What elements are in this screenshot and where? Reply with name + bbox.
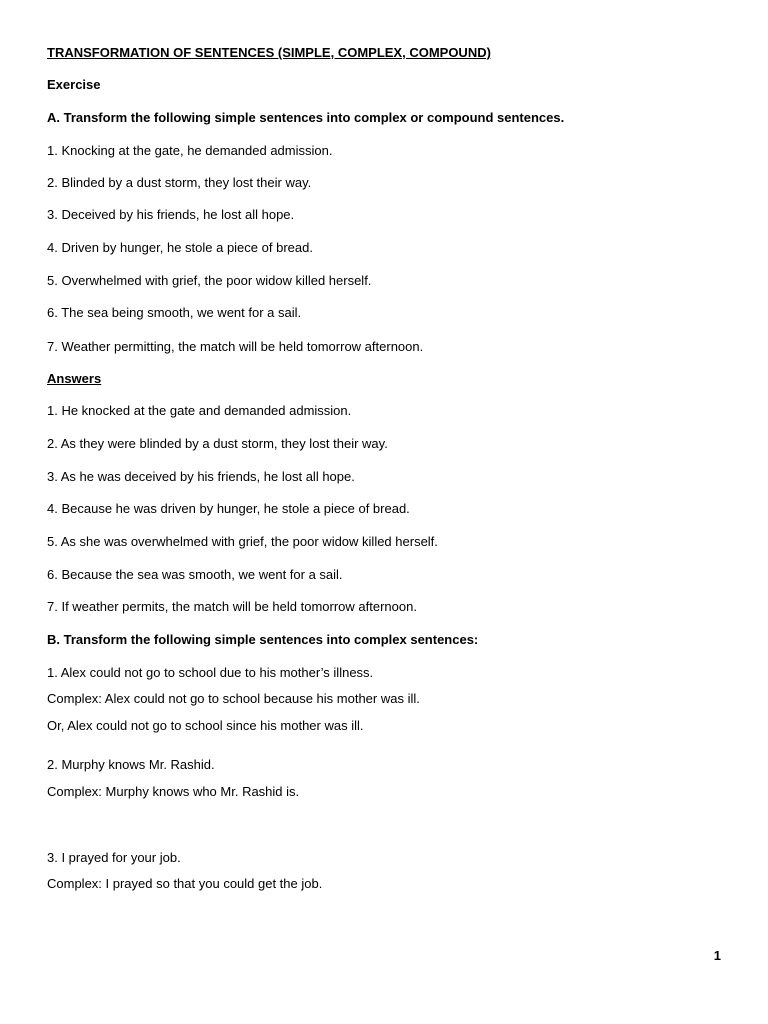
complex-answer: Complex: I prayed so that you could get the job.: [47, 876, 323, 891]
answers-heading: Answers: [47, 371, 102, 386]
complex-answer: Complex: Murphy knows who Mr. Rashid is.: [47, 784, 300, 799]
answer-item: 3. As he was deceived by his friends, he lost all hope.: [47, 469, 355, 484]
question-item: 2. Murphy knows Mr. Rashid.: [47, 757, 215, 772]
complex-answer: Complex: Alex could not go to school because his mother was ill.: [47, 691, 420, 706]
section-a-instruction: A. Transform the following simple sentences into complex or compound sentences.: [47, 110, 565, 125]
page-title: TRANSFORMATION OF SENTENCES (SIMPLE, COMPLEX, COMPOUND): [47, 45, 491, 60]
question-item: 1. Knocking at the gate, he demanded admission.: [47, 143, 333, 158]
alternative-answer: Or, Alex could not go to school since his mother was ill.: [47, 718, 364, 733]
question-item: 3. Deceived by his friends, he lost all hope.: [47, 207, 295, 222]
question-item: 2. Blinded by a dust storm, they lost their way.: [47, 175, 312, 190]
exercise-heading: Exercise: [47, 77, 101, 92]
question-item: 5. Overwhelmed with grief, the poor widow killed herself.: [47, 273, 372, 288]
answer-item: 7. If weather permits, the match will be held tomorrow afternoon.: [47, 599, 417, 614]
section-b-instruction: B. Transform the following simple sentences into complex sentences:: [47, 632, 479, 647]
answer-item: 5. As she was overwhelmed with grief, the poor widow killed herself.: [47, 534, 438, 549]
question-item: 7. Weather permitting, the match will be held tomorrow afternoon.: [47, 339, 424, 354]
answer-item: 1. He knocked at the gate and demanded admission.: [47, 403, 352, 418]
answer-item: 6. Because the sea was smooth, we went for a sail.: [47, 567, 343, 582]
question-item: 1. Alex could not go to school due to his mother’s illness.: [47, 665, 374, 680]
answer-item: 4. Because he was driven by hunger, he stole a piece of bread.: [47, 501, 410, 516]
question-item: 6. The sea being smooth, we went for a sail.: [47, 305, 302, 320]
answer-item: 2. As they were blinded by a dust storm, they lost their way.: [47, 436, 388, 451]
question-item: 3. I prayed for your job.: [47, 850, 181, 865]
page-number: 1: [713, 948, 721, 963]
question-item: 4. Driven by hunger, he stole a piece of bread.: [47, 240, 313, 255]
